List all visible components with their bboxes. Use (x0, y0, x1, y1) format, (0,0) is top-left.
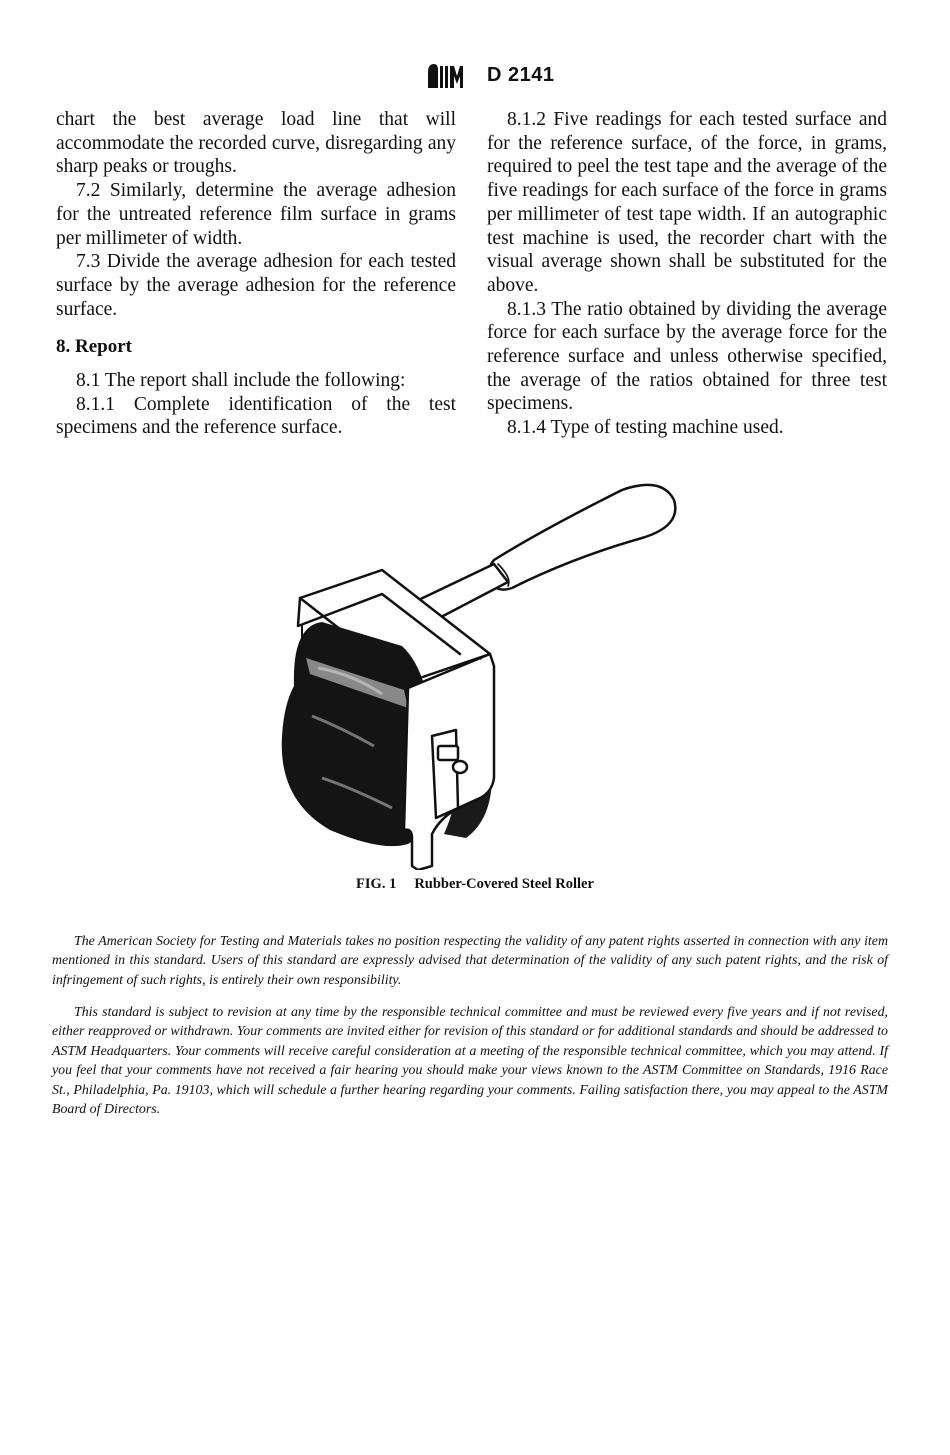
standard-designation: D 2141 (487, 64, 555, 86)
right-column (487, 108, 887, 440)
paragraph-7-3: 7.3 Divide the average adhesion for each tested surface by the average adhesion for the reference surface. (56, 251, 456, 320)
page-header (0, 62, 950, 92)
roller-illustration (262, 478, 702, 870)
paragraph-7-2: 7.2 Similarly, determine the average adhesion for the untreated reference film surface in grams per millimeter of width. (56, 180, 456, 249)
paragraph-8-1: 8.1 The report shall include the following: (76, 370, 406, 392)
figure-caption (0, 876, 950, 893)
astm-logo (424, 62, 464, 90)
paragraph-7-1-continued: chart the best average load line that will accommodate the recorded curve, disregarding any sharp peaks or troughs. (56, 109, 456, 178)
revision-notice: This standard is subject to revision at any time by the responsible technical committee and must be reviewed every five years and if not revised, either reapproved or withdrawn. Your comments are invited either for revision of this standard or for additional standards and should be addressed to ASTM Headquarters. Your comments will receive careful consideration at a meeting of the responsible technical committee, which you may attend. If you feel that your comments have not received a fair hearing you should make your views known to the ASTM Committee on Standards, 1916 Race St., Philadelphia, Pa. 19103, which will schedule a further hearing regarding your comments. Failing satisfaction there, you may appeal to the ASTM Board of Directors. (52, 1004, 888, 1118)
paragraph-8-1-4: 8.1.4 Type of testing machine used. (507, 417, 784, 439)
left-column (56, 108, 456, 440)
paragraph-8-1-2: 8.1.2 Five readings for each tested surface and for the reference surface, of the force, in grams, required to peel the test tape and the average of the five readings for each surface of the force in grams per millimeter of test tape width. If an autographic test machine is used, the recorder chart with the visual average shown shall be substituted for the above. (487, 109, 887, 296)
section-heading-report: 8. Report (56, 336, 132, 358)
figure-label: FIG. 1 (356, 876, 397, 892)
paragraph-8-1-3: 8.1.3 The ratio obtained by dividing the average force for each surface by the average force for the reference surface and unless otherwise specified, the average of the ratios obtained for three test specimens. (487, 298, 887, 415)
figure-title: Rubber-Covered Steel Roller (414, 876, 594, 892)
patent-notice: The American Society for Testing and Materials takes no position respecting the validity of any patent rights asserted in connection with any item mentioned in this standard. Users of this standard are expressly advised that determination of the validity of any such patent rights, and the risk of infringement of such rights, is entirely their own responsibility. (52, 933, 888, 988)
paragraph-8-1-1: 8.1.1 Complete identification of the test specimens and the reference surface. (56, 393, 456, 439)
